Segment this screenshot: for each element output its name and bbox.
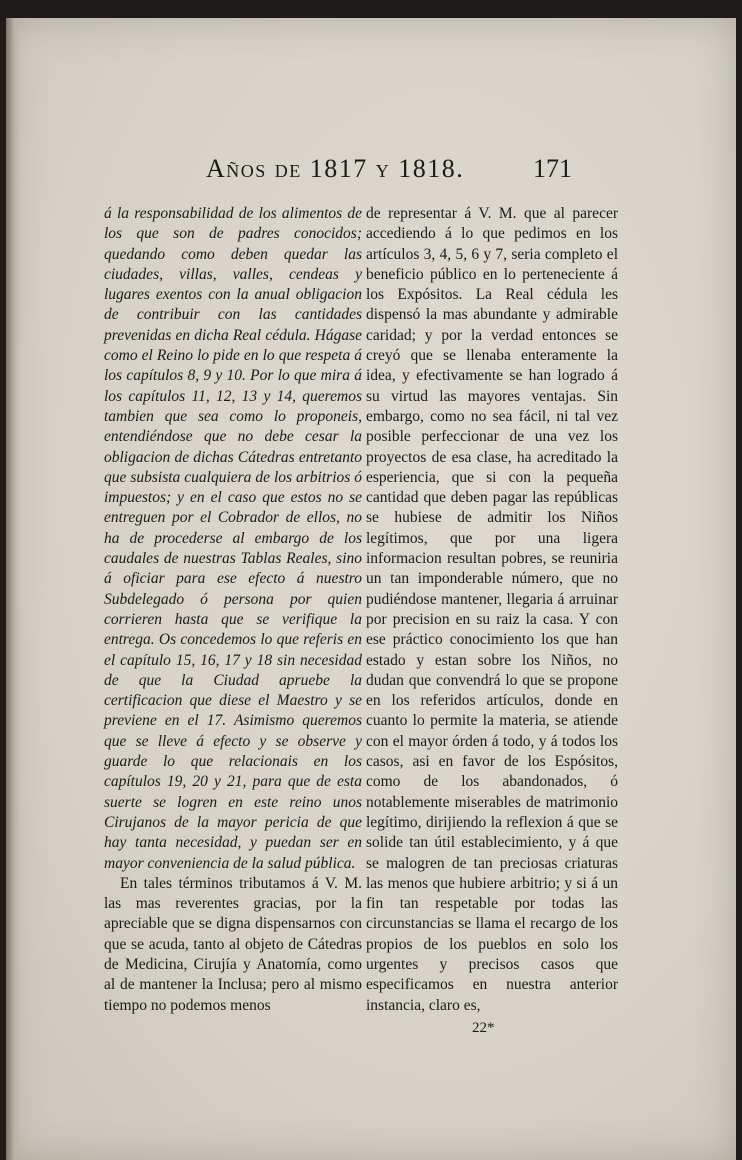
right-column <box>366 204 618 1016</box>
left-paragraph-thanks: En tales términos tributamos á V. M. las mas reverentes gracias, por la apreciable que se digna dispensarnos con que se acuda, tanto al objeto de Cátedras de Medicina, Cirujía y Anatomía, como al de mantener la Inclusa; pero al mismo tiempo no podemos menos <box>104 874 362 1014</box>
book-page <box>6 18 736 1160</box>
signature-mark: 22* <box>472 1020 495 1036</box>
right-paragraph-representation: de representar á V. M. que al parecer accediendo á lo que pedimos en los artículos 3, 4, 5, 6 y 7, seria completo el beneficio público en lo perteneciente á los Expósitos. La Real cédula les dispensó la mas abundante y admirable caridad; y por la verdad entonces se creyó que se llenaba enteramente la idea, y efectivamente se han logrado á su virtud las mayores ventajas. Sin embargo, como no sea fácil, ni tal vez posible perfeccionar de una vez los proyectos de esa clase, ha acreditado la esperiencia, que si con la pequeña cantidad que deben pagar las repúblicas se hubiese de admitir los Niños legítimos, que por una ligera informacion resultan pobres, se reuniria un tan imponderable número, que no pudiéndose mantener, llegaria á arruinar por precision en su raiz la casa. Y con ese práctico conocimiento los que han estado y estan sobre los Niños, no dudan que convendrá lo que se propone en los referidos artículos, donde en cuanto lo permite la materia, se atiende con el mayor órden á todo, y á todos los casos, asi en favor de los Espósitos, como de los abandonados, ó notablemente miserables de matrimonio legítimo, dirijiendo la reflexion á que se solide tan útil establecimiento, y á que se malogren de tan preciosas criaturas las menos que hubiere arbitrio; y si á un fin tan respetable por todas las circunstancias se llama el recargo de los propios de los pueblos en solo los urgentes y precisos casos que especificamos en nuestra anterior instancia, claro es, <box>366 205 618 1014</box>
left-column <box>104 204 362 1016</box>
page-header <box>6 150 736 190</box>
left-paragraph-decree: á la responsabilidad de los alimentos de los que son de padres conocidos; quedando como deben quedar las ciudades, villas, valles, cendeas y lugares exentos con la anual obligacion de contribuir con las cantidades prevenidas en dicha Real cédula. Hágase como el Reino lo pide en lo que respeta á los capítulos 8, 9 y 10. Por lo que mira á los capítulos 11, 12, 13 y 14, queremos tambien que sea como lo proponeis, entendiéndose que no debe cesar la obligacion de dichas Cátedras entretanto que subsista cualquiera de los arbitrios ó impuestos; y en el caso que estos no se entreguen por el Cobrador de ellos, no ha de procederse al embargo de los caudales de nuestras Tablas Reales, sino á oficiar para ese efecto á nuestro Subdelegado ó persona por quien corrieren hasta que se verifique la entrega. Os concedemos lo que referis en el capítulo 15, 16, 17 y 18 sin necesidad de que la Ciudad apruebe la certificacion que diese el Maestro y se previene en el 17. Asimismo queremos que se lleve á efecto y se observe y guarde lo que relacionais en los capítulos 19, 20 y 21, para que de esta suerte se logren en este reino unos Cirujanos de la mayor pericia de que hay tanta necesidad, y puedan ser en mayor conveniencia de la salud pública. <box>104 205 362 872</box>
running-head: Años de 1817 y 1818. <box>206 154 465 183</box>
page-number: 171 <box>533 154 572 183</box>
